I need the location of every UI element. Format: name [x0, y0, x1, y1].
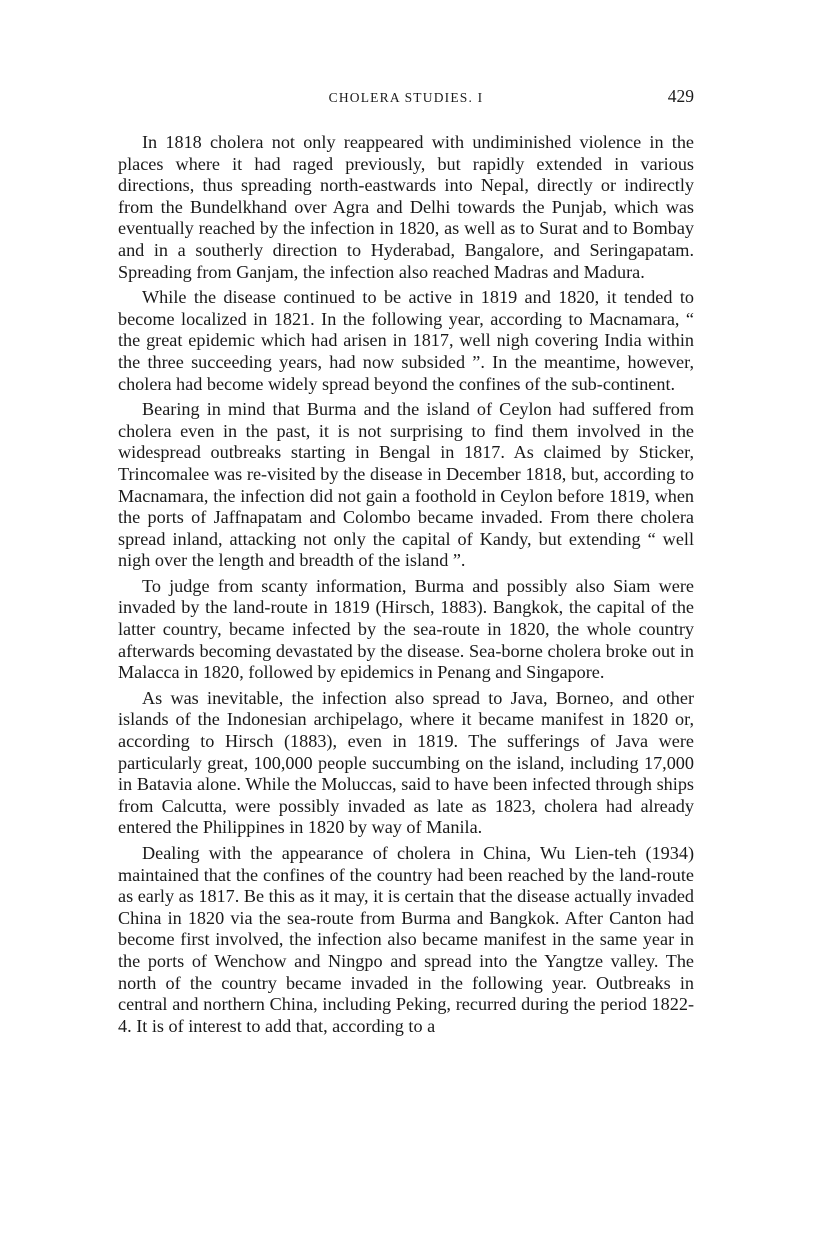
paragraph-1: In 1818 cholera not only reappeared with undiminished violence in the places where it had raged previously, but rapidly extended in various directions, thus spreading north-eastwards into Nepal, directly or indirectly from the Bundelkhand over Agra and Delhi towards the Punjab, which was eventually reached by the infection in 1820, as well as to Surat and to Bombay and in a southerly direction to Hyderabad, Bangalore, and Seringapatam. Spreading from Ganjam, the infection also reached Madras and Madura.	[118, 132, 694, 282]
page-number: 429	[667, 86, 694, 106]
page	[118, 86, 694, 1041]
paragraph-6: Dealing with the appearance of cholera in China, Wu Lien-teh (1934) maintained that the confines of the country had been reached by the land-route as early as 1817. Be this as it may, it is certain that the disease actually invaded China in 1820 via the sea-route from Burma and Bangkok. After Canton had become first involved, the infection also became manifest in the same year in the ports of Wenchow and Ningpo and spread into the Yangtze valley. The north of the country became invaded in the following year. Outbreaks in central and northern China, including Peking, recurred during the period 1822-4. It is of interest to add that, according to a	[118, 843, 694, 1036]
paragraph-5: As was inevitable, the infection also spread to Java, Borneo, and other islands of the Indonesian archipelago, where it became manifest in 1820 or, according to Hirsch (1883), even in 1819. The sufferings of Java were particularly great, 100,000 people succumbing on the island, including 17,000 in Batavia alone. While the Moluccas, said to have been infected through ships from Calcutta, were possibly invaded as late as 1823, cholera had already entered the Philippines in 1820 by way of Manila.	[118, 687, 694, 838]
running-title: CHOLERA STUDIES. I	[328, 90, 484, 105]
paragraph-3: Bearing in mind that Burma and the island of Ceylon had suffered from cholera even in the past, it is not surprising to find them involved in the widespread outbreaks starting in Bengal in 1817. As claimed by Sticker, Trincomalee was re-visited by the disease in December 1818, but, according to Macnamara, the infection did not gain a foothold in Ceylon before 1819, when the ports of Jaffnapatam and Colombo became invaded. From there cholera spread inland, attacking not only the capital of Kandy, but extending “ well nigh over the length and breadth of the island ”.	[118, 399, 694, 571]
paragraph-2: While the disease continued to be active in 1819 and 1820, it tended to become localized in 1821. In the following year, according to Macnamara, “ the great epidemic which had arisen in 1817, well nigh covering India within the three succeeding years, had now subsided ”. In the meantime, however, cholera had become widely spread beyond the confines of the sub-continent.	[118, 287, 694, 394]
running-head	[118, 86, 694, 112]
paragraph-4: To judge from scanty information, Burma and possibly also Siam were invaded by the land-route in 1819 (Hirsch, 1883). Bangkok, the capital of the latter country, became infected by the sea-route in 1820, the whole country afterwards becoming devastated by the disease. Sea-borne cholera broke out in Malacca in 1820, followed by epidemics in Penang and Singapore.	[118, 575, 694, 683]
body-text	[118, 132, 694, 1037]
